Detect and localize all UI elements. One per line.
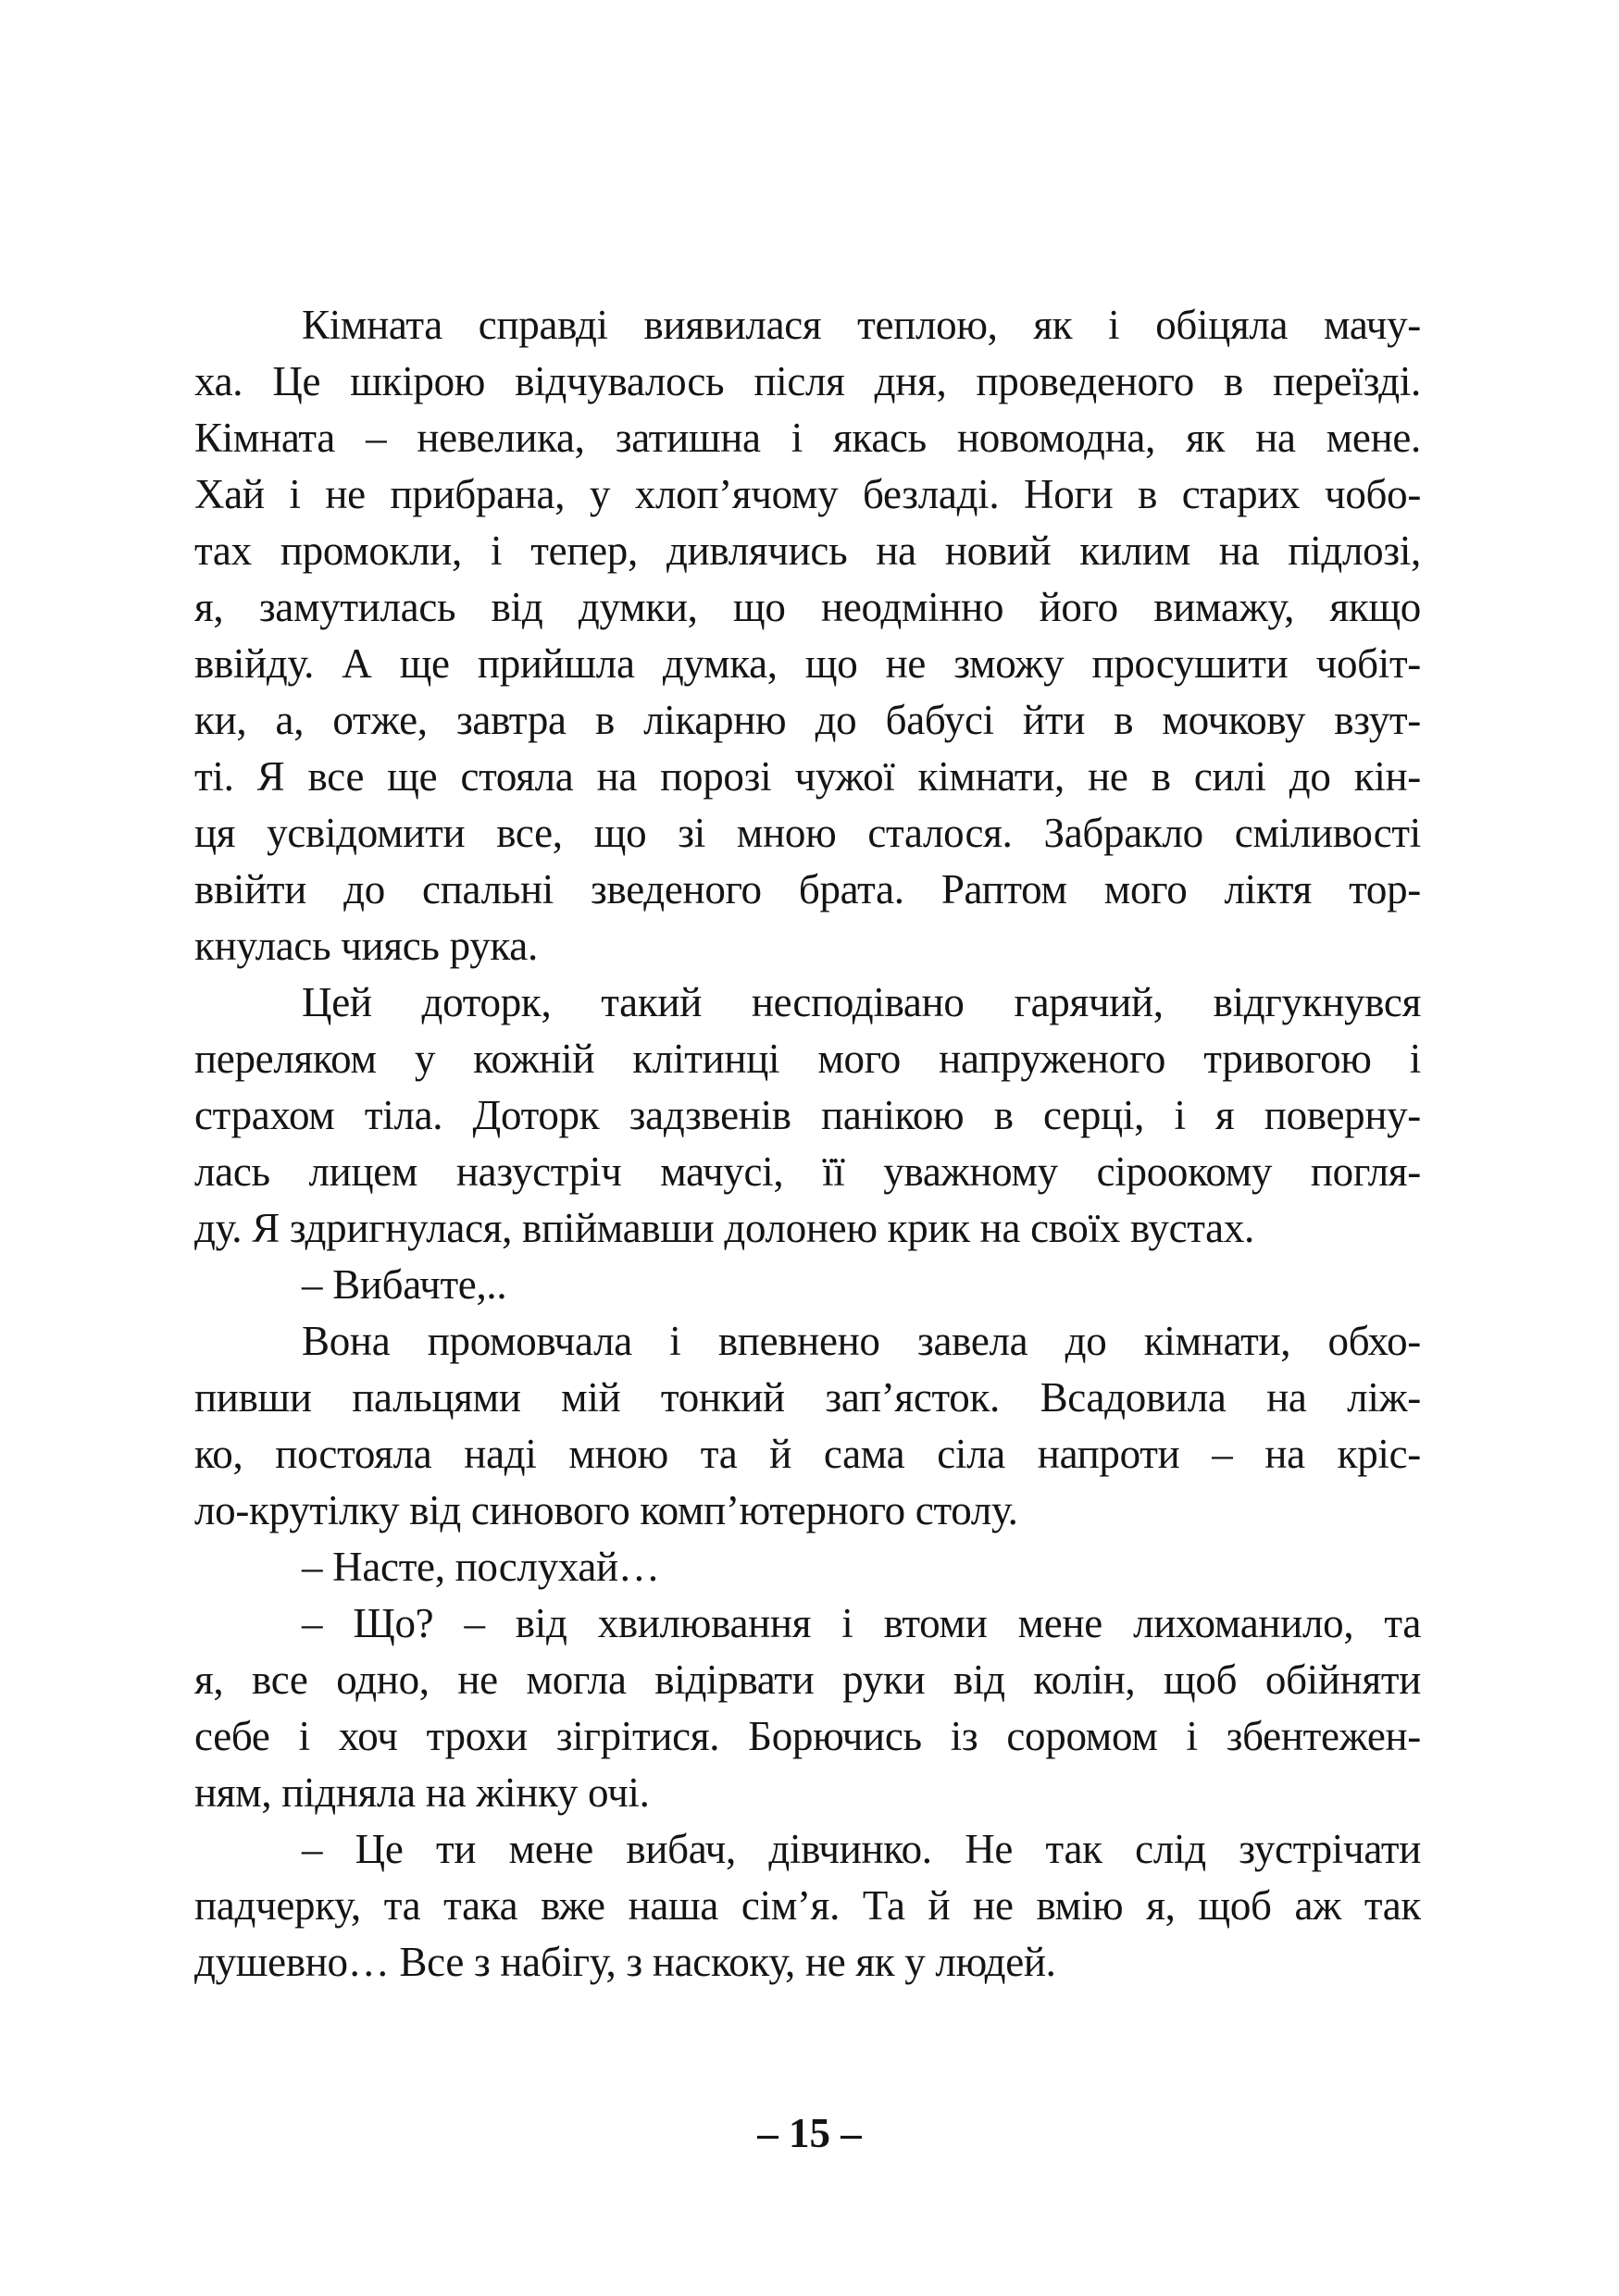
text-line: я, замутилась від думки, що неодмінно його вимажу, якщо: [194, 584, 1421, 630]
paragraph: [194, 297, 1421, 974]
text-line: пивши пальцями мій тонкий зап’ясток. Всадовила на ліж-: [194, 1374, 1421, 1421]
text-line: лась лицем назустріч мачусі, її уважному сіроокому погля-: [194, 1148, 1421, 1195]
text-line: ду. Я здригнулася, впіймавши долонею крик на своїх вустах.: [194, 1205, 1254, 1251]
paragraph: [194, 1821, 1421, 1991]
text-line: страхом тіла. Доторк задзвенів панікою в серці, і я поверну-: [194, 1092, 1421, 1138]
text-line: Цей доторк, такий несподівано гарячий, відгукнувся: [302, 979, 1421, 1025]
paragraph: [194, 1257, 1421, 1313]
text-line: душевно… Все з набігу, з наскоку, не як у людей.: [194, 1939, 1056, 1985]
text-line: ті. Я все ще стояла на порозі чужої кімнати, не в силі до кін-: [194, 753, 1421, 800]
paragraph: [194, 1313, 1421, 1539]
text-line: ха. Це шкірою відчувалось після дня, проведеного в переїзді.: [194, 358, 1421, 404]
text-line: падчерку, та така вже наша сім’я. Та й не вмію я, щоб аж так: [194, 1882, 1421, 1929]
text-line: ки, а, отже, завтра в лікарню до бабусі йти в мочкову взут-: [194, 697, 1421, 743]
text-line: себе і хоч трохи зігрітися. Борючись із соромом і збентежен-: [194, 1713, 1421, 1759]
text-line: – Це ти мене вибач, дівчинко. Не так слід зустрічати: [302, 1826, 1421, 1872]
text-line: – Насте, послухай…: [302, 1544, 660, 1590]
text-line: ввійти до спальні зведеного брата. Раптом мого ліктя тор-: [194, 866, 1421, 912]
page-number: – 15 –: [757, 2110, 862, 2156]
text-line: ко, постояла наді мною та й сама сіла напроти – на кріс-: [194, 1431, 1421, 1477]
text-line: переляком у кожній клітинці мого напруженого тривогою і: [194, 1036, 1421, 1082]
text-line: Хай і не прибрана, у хлоп’ячому безладі. Ноги в старих чобо-: [194, 471, 1421, 517]
text-line: я, все одно, не могла відірвати руки від колін, щоб обійняти: [194, 1657, 1421, 1703]
text-block: [194, 297, 1421, 1991]
text-line: ням, підняла на жінку очі.: [194, 1769, 650, 1816]
text-line: – Вибачте,..: [302, 1261, 507, 1308]
text-line: Вона промовчала і впевнено завела до кімнати, обхо-: [302, 1318, 1421, 1364]
text-line: ло-крутілку від синового комп’ютерного столу.: [194, 1487, 1018, 1533]
text-line: Кімната справді виявилася теплою, як і обіцяла мачу-: [302, 302, 1421, 348]
text-line: тах промокли, і тепер, дивлячись на новий килим на підлозі,: [194, 527, 1421, 574]
text-line: кнулась чиясь рука.: [194, 923, 538, 969]
paragraph: [194, 1539, 1421, 1595]
paragraph: [194, 974, 1421, 1257]
text-line: Кімната – невелика, затишна і якась новомодна, як на мене.: [194, 415, 1421, 461]
text-line: ця усвідомити все, що зі мною сталося. Забракло сміливості: [194, 810, 1421, 856]
text-line: – Що? – від хвилювання і втоми мене лихоманило, та: [302, 1600, 1421, 1646]
text-line: ввійду. А ще прийшла думка, що не зможу просушити чобіт-: [194, 640, 1421, 687]
paragraph: [194, 1595, 1421, 1821]
